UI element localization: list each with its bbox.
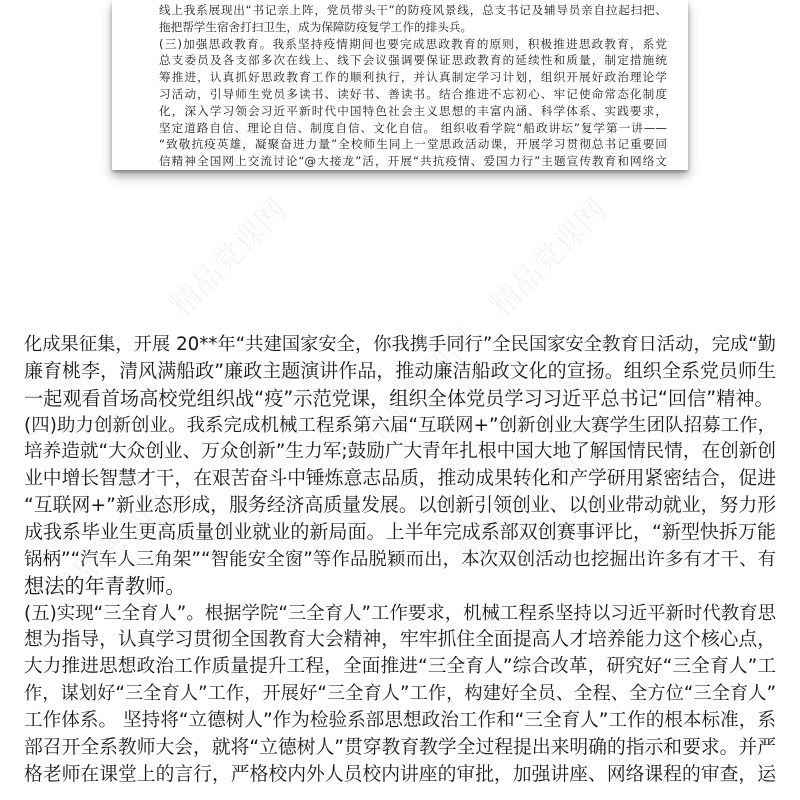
card-text-line: 拖把帮学生宿舍打扫卫生，成为保障防疫复学工作的排头兵。 [159, 19, 473, 34]
card-text-line: “致敬抗疫英雄，凝聚奋进力量”全校师生同上一堂思政活动课，开展学习贯彻总书记重要回 [159, 137, 667, 152]
body-text-line: 大力推进思想政治工作质量提升工程，全面推进“三全育人”综合改革，研究好“三全育人”工 [24, 656, 776, 678]
body-text-line: 廉育桃李，清风满船政”廉政主题演讲作品，推动廉洁船政文化的宣扬。组织全系党员师生 [24, 359, 776, 382]
body-text-line: (四)助力创新创业。我系完成机械工程系第六届“互联网+”创新创业大赛学生团队招募工作， [24, 414, 776, 436]
body-text-line: 想为指导，认真学习贯彻全国教育大会精神，牢牢抓住全面提高人才培养能力这个核心点， [24, 629, 776, 651]
card-text-line: 总支委员及各支部多次在线上、线下会议强调要保证思政教育的延续性和质量，制定措施统 [159, 53, 667, 68]
body-text-line: 格老师在课堂上的言行，严格校内外人员校内讲座的审批，加强讲座、网络课程的审查，运 [24, 763, 776, 785]
card-text-line: 化，深入学习领会习近平新时代中国特色社会主义思想的丰富内涵、科学体系、实践要求， [159, 103, 667, 118]
card-text-line: 信精神全国网上交流讨论“@大接龙”活，开展“共抗疫情、爱国力行”主题宣传教育和网络文 [159, 154, 667, 169]
body-text-line: 部召开全系教师大会，就将“立德树人”贯穿教育教学全过程提出来明确的指示和要求。并严 [24, 736, 776, 758]
body-text-line: 业中增长智慧才干，在艰苦奋斗中锤炼意志品质，推动成果转化和产学研用紧密结合，促进 [24, 468, 776, 490]
body-text-line: (五)实现“三全育人”。根据学院“三全育人”工作要求，机械工程系坚持以习近平新时代教育思 [24, 602, 776, 624]
body-text-line: 想法的年青教师。 [24, 573, 186, 598]
body-text-line: 培养造就“大众创业、万众创新”生力军;鼓励广大青年扎根中国大地了解国情民情，在创新创 [24, 441, 776, 463]
card-text-line: 习活动，引导师生党员多读书、读好书、善读书。结合推进不忘初心、牢记使命常态化制度 [159, 87, 667, 101]
body-text-line: 化成果征集，开展 20**年“共建国家安全，你我携手同行”全民国家安全教育日活动，完成“勤 [24, 334, 776, 355]
card-text-line: 坚定道路自信、理论自信、制度自信、文化自信。 组织收看学院“船政讲坛”复学第一讲—— [159, 120, 667, 135]
card-text-line: 筹推进，认真抓好思政教育工作的顺利执行，并认真制定学习计划，组织开展好政治理论学 [159, 70, 667, 85]
card-text-line: (三)加强思政教育。我系坚持疫情期间也要完成思政教育的原则，积极推进思政教育，系党 [159, 36, 667, 51]
watermark [158, 180, 302, 324]
body-text-line: 锅柄”“汽车人三角架”“智能安全窗”等作品脱颖而出，本次双创活动也挖掘出许多有才干、有 [24, 548, 776, 570]
card-text-line: 线上我系展现出“书记亲上阵，党员带头干”的防疫风景线，总支书记及辅导员亲自拉起扫把、 [159, 3, 667, 17]
body-text-line: 作，谋划好“三全育人”工作，开展好“三全育人”工作，构建好全员、全程、全方位“三全育人” [24, 683, 776, 705]
body-text-line: 一起观看首场高校党组织战“疫”示范党课，组织全体党员学习习近平总书记“回信”精神。 [24, 386, 774, 410]
watermark [478, 180, 622, 324]
embedded-document-page [112, 0, 688, 170]
body-text-line: “互联网+”新业态形成，服务经济高质量发展。以创新引领创业、以创业带动就业，努力形 [24, 495, 776, 517]
body-text-line: 成我系毕业生更高质量创业就业的新局面。上半年完成系部双创赛事评比，“新型快拆万能 [24, 520, 776, 543]
body-text-line: 工作体系。 坚持将“立德树人”作为检验系部思想政治工作和“三全育人”工作的根本标准，系 [24, 709, 776, 731]
